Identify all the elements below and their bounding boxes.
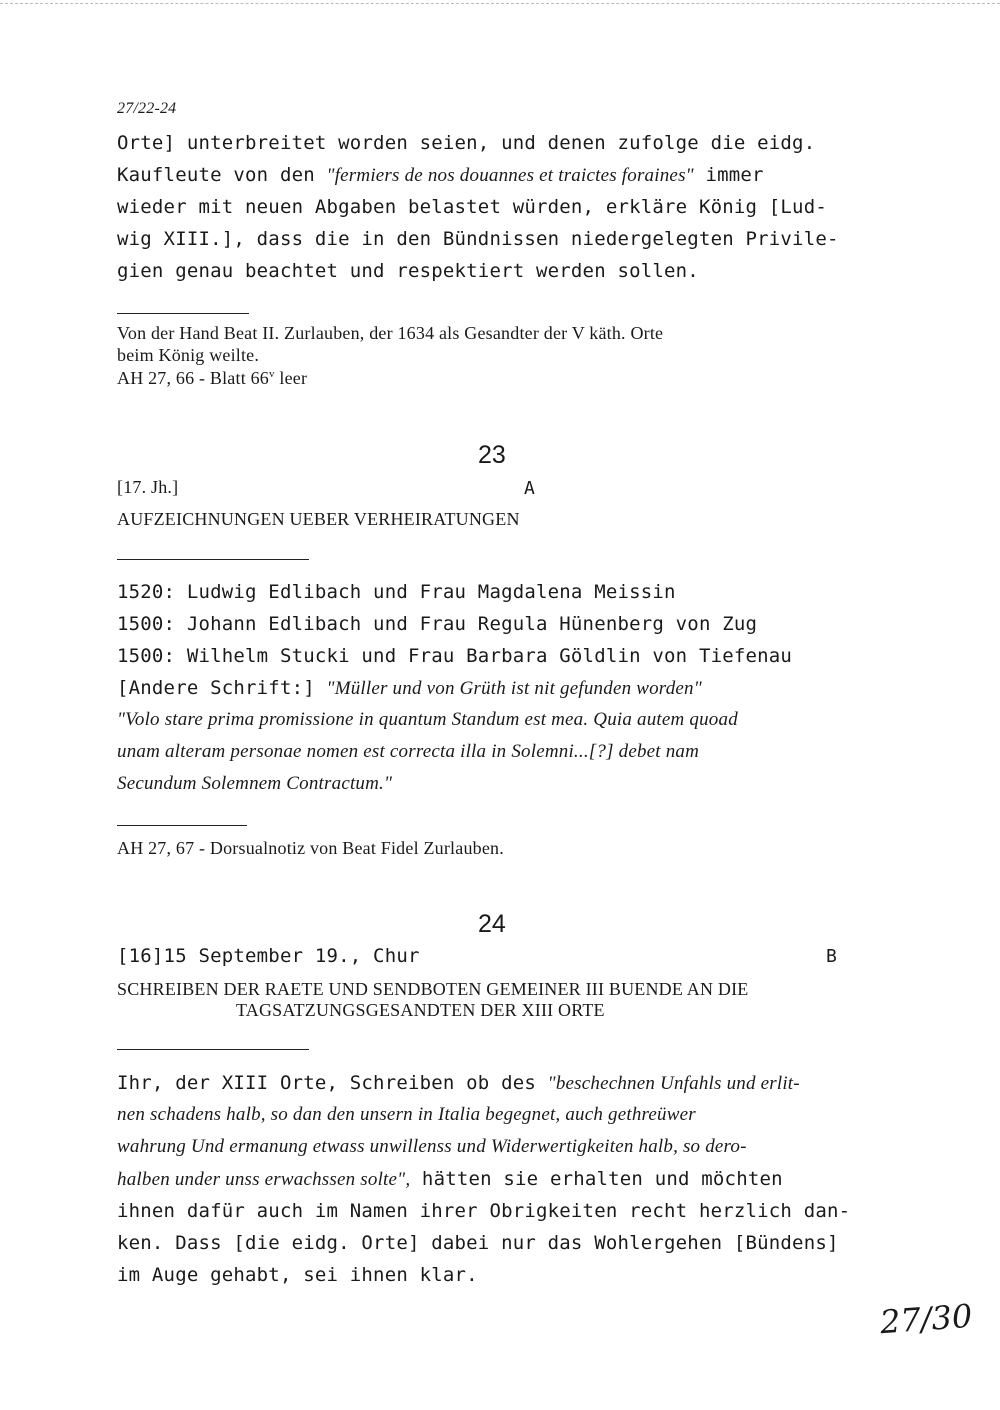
separator-rule [117, 825, 247, 826]
doc24-line-5: ihnen dafür auch im Namen ihrer Obrigkeiten recht herzlich dan- [117, 1200, 851, 1222]
scan-edge-line [0, 3, 1000, 4]
doc23-source: AH 27, 67 - Dorsualnotiz von Beat Fidel Zurlauben. [117, 838, 504, 858]
doc24-line-7: im Auge gehabt, sei ihnen klar. [117, 1264, 478, 1286]
doc23-entry-3: 1500: Wilhelm Stucki und Frau Barbara Göldlin von Tiefenau [117, 645, 793, 667]
doc22-line-4: wig XIII.], dass die in den Bündnissen niedergelegten Privile- [117, 228, 839, 250]
doc24-line-1: Ihr, der XIII Orte, Schreiben ob des "beschechnen Unfahls und erlit- [117, 1072, 800, 1094]
doc22-line-2: Kaufleute von den "fermiers de nos douannes et traictes foraines" immer [117, 164, 764, 186]
doc23-entry-2: 1500: Johann Edlibach und Frau Regula Hünenberg von Zug [117, 613, 758, 635]
separator-rule [117, 559, 309, 560]
doc24-title-2: TAGSATZUNGSGESANDTEN DER XIII ORTE [236, 1000, 605, 1020]
separator-rule [117, 1049, 309, 1050]
doc24-line-2: nen schadens halb, so dan den unsern in Italia begegnet, auch gethreüwer [117, 1104, 696, 1125]
doc23-title: AUFZEICHNUNGEN UEBER VERHEIRATUNGEN [117, 509, 520, 529]
doc22-line-1: Orte] unterbreitet worden seien, und denen zufolge die eidg. [117, 132, 816, 154]
doc23-latin-1: "Volo stare prima promissione in quantum Standum est mea. Quia autem quoad [117, 709, 738, 730]
doc22-note-line-2: beim König weilte. [117, 345, 260, 365]
doc23-letter: A [524, 478, 535, 499]
doc23-latin-2: unam alteram personae nomen est correcta illa in Solemni...[?] debet nam [117, 741, 700, 762]
doc23-latin-3: Secundum Solemnem Contractum." [117, 773, 393, 794]
doc23-number: 23 [478, 441, 506, 469]
separator-rule [117, 313, 249, 314]
doc23-date: [17. Jh.] [117, 477, 179, 497]
doc22-line-3: wieder mit neuen Abgaben belastet würden, erkläre König [Lud- [117, 196, 827, 218]
french-quote: "fermiers de nos douannes et traictes foraines" [326, 165, 694, 186]
doc23-other-script: [Andere Schrift:] "Müller und von Grüth ist nit gefunden worden" [117, 677, 702, 699]
doc24-date: [16]15 September 19., Chur [117, 945, 420, 967]
doc22-line-5: gien genau beachtet und respektiert werden sollen. [117, 260, 699, 282]
doc22-source: AH 27, 66 - Blatt 66$^v$ leer [117, 368, 308, 388]
doc24-line-6: ken. Dass [die eidg. Orte] dabei nur das Wohlergehen [Bündens] [117, 1232, 839, 1254]
handwritten-page-number: 27/30 [878, 1296, 974, 1342]
doc22-note-line-1: Von der Hand Beat II. Zurlauben, der 1634 als Gesandter der V käth. Orte [117, 323, 664, 343]
doc24-title-1: SCHREIBEN DER RAETE UND SENDBOTEN GEMEINER III BUENDE AN DIE [117, 979, 749, 999]
doc24-line-3: wahrung Und ermanung etwass unwillenss und Widerwertigkeiten halb, so dero- [117, 1136, 747, 1157]
doc24-number: 24 [478, 910, 506, 938]
doc24-line-4: halben under unss erwachssen solte", hätten sie erhalten und möchten [117, 1168, 783, 1190]
header-reference: 27/22-24 [117, 100, 177, 117]
doc23-entry-1: 1520: Ludwig Edlibach und Frau Magdalena Meissin [117, 581, 676, 603]
doc24-letter: B [826, 946, 837, 967]
